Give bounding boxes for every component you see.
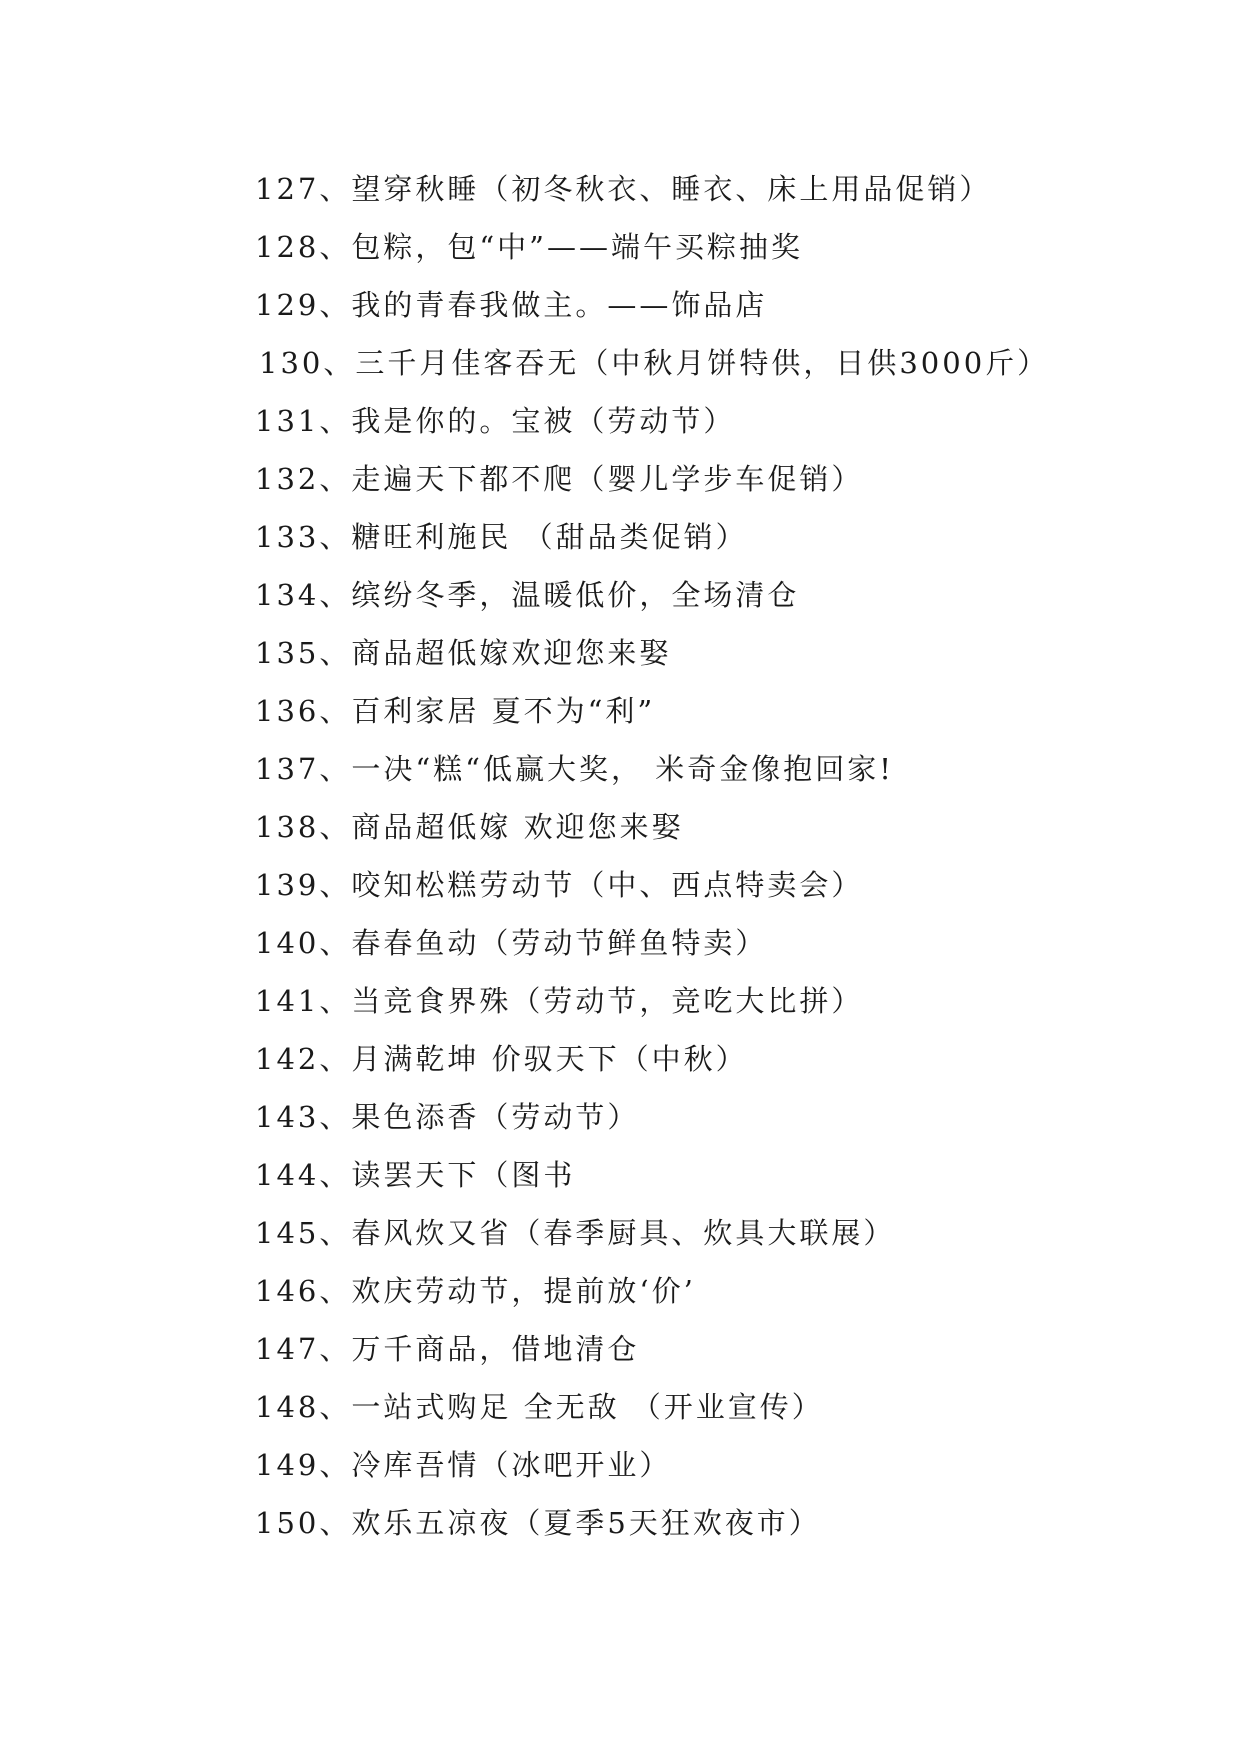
slogan-list [255,160,1155,1552]
list-item: 147、万千商品，借地清仓 [255,1332,640,1366]
list-item: 144、读罢天下（图书 [255,1158,576,1192]
list-item: 131、我是你的。宝被（劳动节） [255,404,736,438]
list-item: 138、商品超低嫁 欢迎您来娶 [255,810,684,844]
list-item: 148、一站式购足 全无敌 （开业宣传） [255,1390,824,1424]
list-item: 128、包粽，包“中”——端午买粽抽奖 [255,230,804,264]
list-item: 149、冷库吾情（冰吧开业） [255,1448,672,1482]
list-item: 136、百利家居 夏不为“利” [255,694,656,728]
list-item: 134、缤纷冬季，温暖低价，全场清仓 [255,578,800,612]
list-item: 129、我的青春我做主。——饰品店 [255,288,768,322]
list-item: 143、果色添香（劳动节） [255,1100,640,1134]
list-item: 142、月满乾坤 价驭天下（中秋） [255,1042,748,1076]
list-item: 140、春春鱼动（劳动节鲜鱼特卖） [255,926,768,960]
list-item: 145、春风炊又省（春季厨具、炊具大联展） [255,1216,896,1250]
list-item: 146、欢庆劳动节，提前放‘价’ [255,1274,696,1308]
list-item: 135、商品超低嫁欢迎您来娶 [255,636,672,670]
list-item: 139、咬知松糕劳动节（中、西点特卖会） [255,868,864,902]
list-item: 127、望穿秋睡（初冬秋衣、睡衣、床上用品促销） [255,172,992,206]
list-item: 150、欢乐五凉夜（夏季5天狂欢夜市） [255,1506,821,1540]
list-item: 133、糖旺利施民 （甜品类促销） [255,520,748,554]
list-item: 137、一决“糕“低赢大奖， 米奇金像抱回家! [255,752,894,786]
list-item: 132、走遍天下都不爬（婴儿学步车促销） [255,462,864,496]
list-item: 141、当竞食界殊（劳动节，竞吃大比拼） [255,984,864,1018]
list-item: 130、三千月佳客吞无（中秋月饼特供，日供3000斤） [259,346,1050,380]
